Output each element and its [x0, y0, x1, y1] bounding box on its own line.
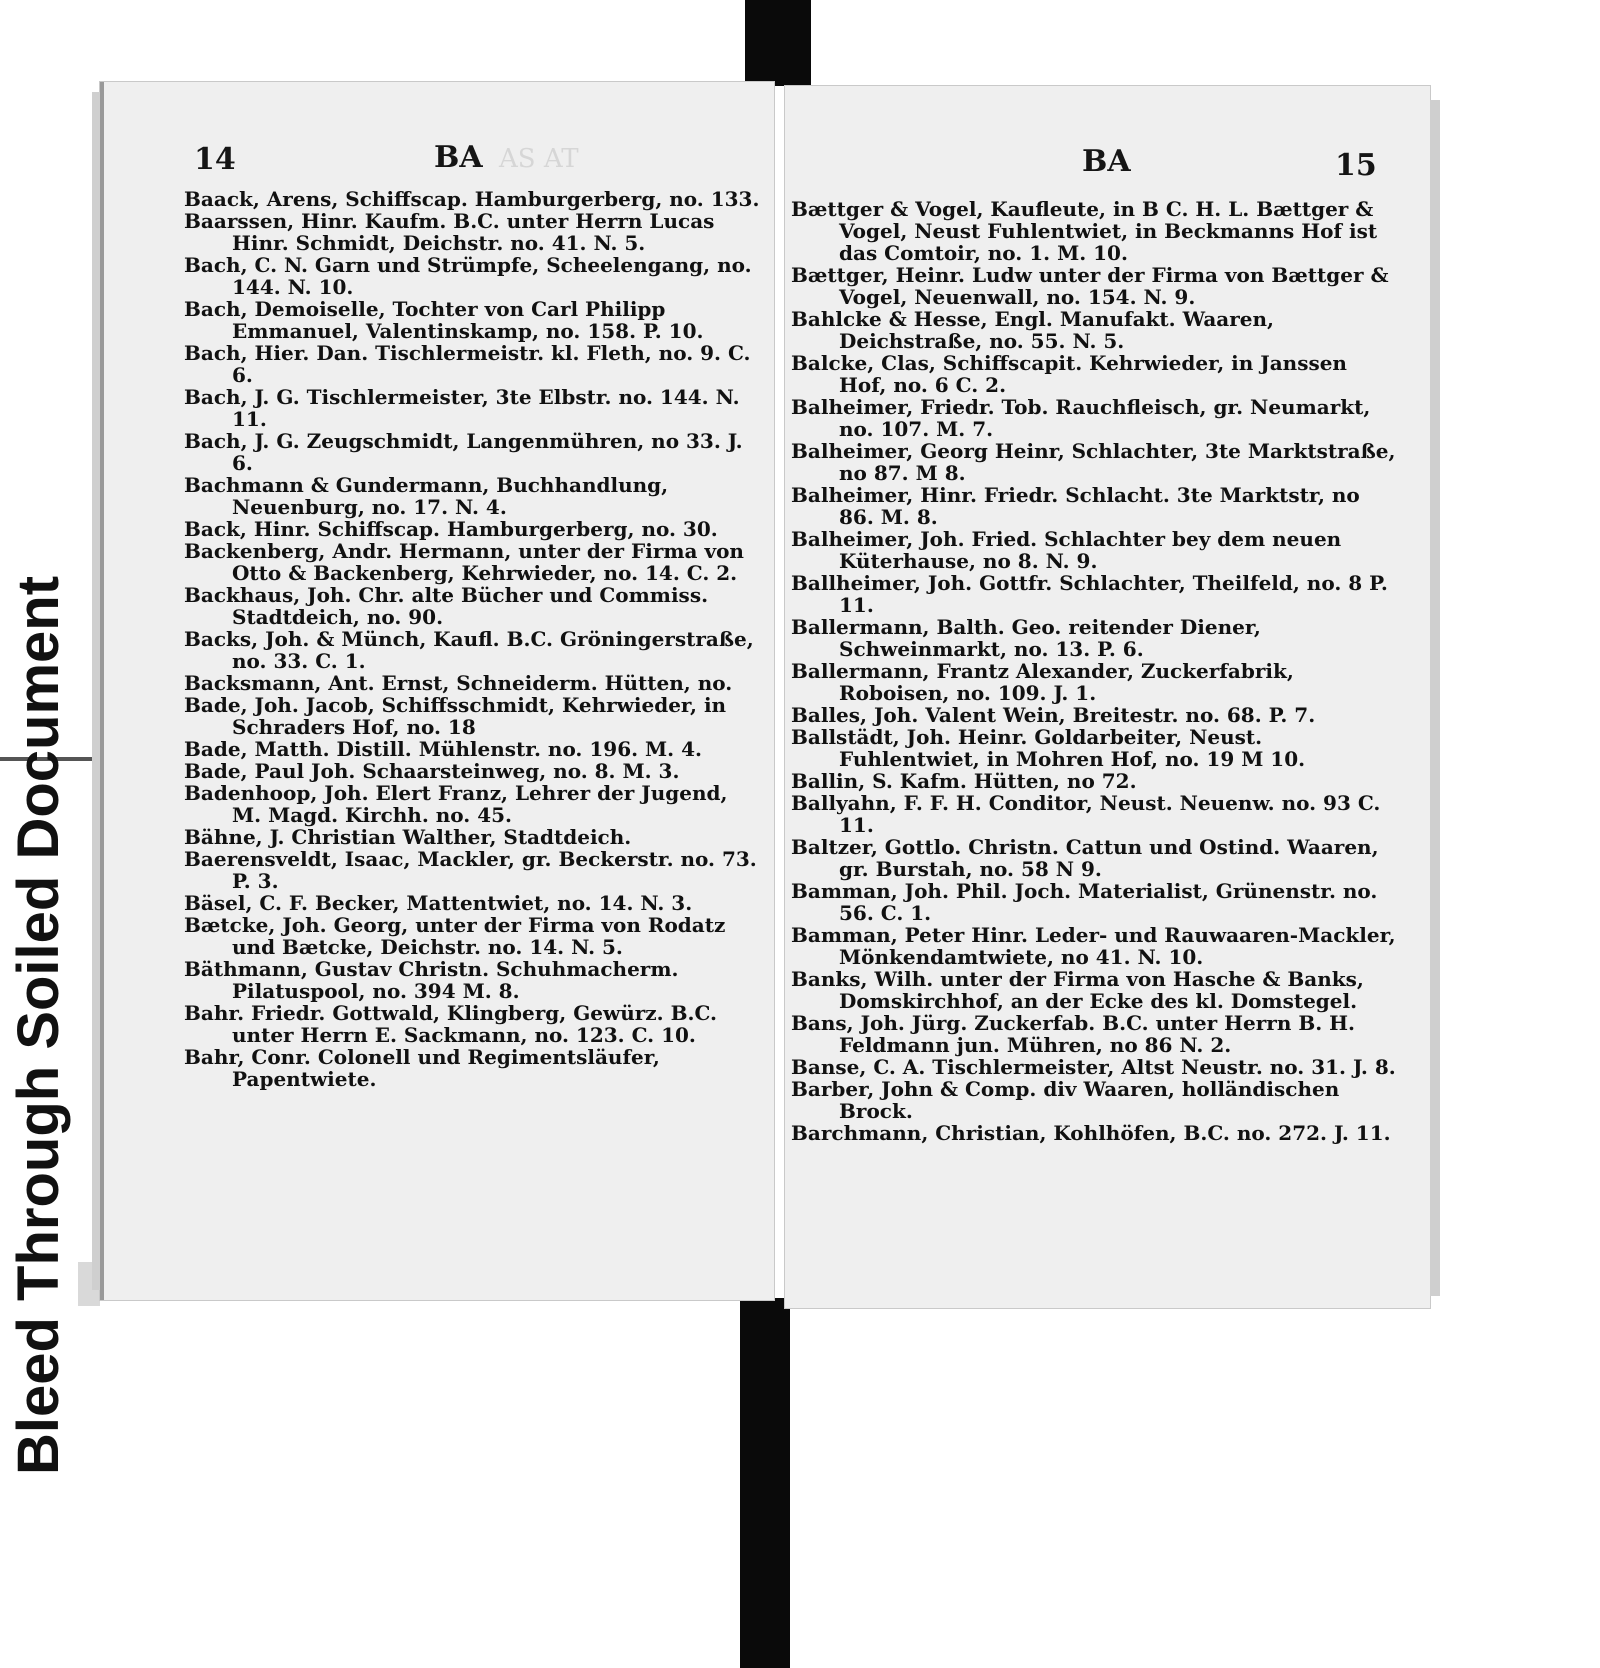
list-item: Bamman, Joh. Phil. Joch. Materialist, Grünenstr. no. 56. C. 1.	[791, 879, 1378, 925]
list-item: Banks, Wilh. unter der Firma von Hasche & Banks, Domskirchhof, an der Ecke des kl. Domstegel.	[791, 967, 1364, 1013]
list-item: Backenberg, Andr. Hermann, unter der Firma von Otto & Backenberg, Kehrwieder, no. 14. C. 2.	[184, 539, 744, 585]
list-item: Bans, Joh. Jürg. Zuckerfab. B.C. unter Herrn B. H. Feldmann jun. Mühren, no 86 N. 2.	[791, 1011, 1356, 1057]
list-item: Baack, Arens, Schiffscap. Hamburgerberg, no. 133.	[184, 187, 760, 211]
list-item: Backhaus, Joh. Chr. alte Bücher und Commiss. Stadtdeich, no. 90.	[184, 583, 709, 629]
list-item: Bahr, Conr. Colonell und Regimentsläufer, Papentwiete.	[184, 1045, 660, 1091]
list-item: Ballstädt, Joh. Heinr. Goldarbeiter, Neust. Fuhlentwiet, in Mohren Hof, no. 19 M 10.	[791, 725, 1306, 771]
list-item: Bäsel, C. F. Becker, Mattentwiet, no. 14. N. 3.	[184, 891, 693, 915]
list-item: Back, Hinr. Schiffscap. Hamburgerberg, no. 30.	[184, 517, 718, 541]
right-page-number: 15	[1335, 148, 1377, 183]
list-item: Bach, Demoiselle, Tochter von Carl Philipp Emmanuel, Valentinskamp, no. 158. P. 10.	[184, 297, 704, 343]
list-item: Bahlcke & Hesse, Engl. Manufakt. Waaren, Deichstraße, no. 55. N. 5.	[791, 307, 1274, 353]
gutter-bottom	[740, 1298, 790, 1668]
left-entry-list	[184, 187, 762, 1091]
list-item: Balcke, Clas, Schiffscapit. Kehrwieder, in Janssen Hof, no. 6 C. 2.	[791, 351, 1347, 397]
list-item: Backsmann, Ant. Ernst, Schneiderm. Hütten, no.	[184, 671, 733, 695]
left-page-number: 14	[194, 142, 236, 177]
list-item: Ballermann, Frantz Alexander, Zuckerfabrik, Roboisen, no. 109. J. 1.	[791, 659, 1294, 705]
list-item: Barchmann, Christian, Kohlhöfen, B.C. no. 272. J. 11.	[791, 1121, 1391, 1145]
list-item: Baerensveldt, Isaac, Mackler, gr. Beckerstr. no. 73. P. 3.	[184, 847, 757, 893]
right-page-heading: BA	[1082, 144, 1131, 179]
list-item: Balheimer, Hinr. Friedr. Schlacht. 3te Marktstr, no 86. M. 8.	[791, 483, 1360, 529]
list-item: Bættger, Heinr. Ludw unter der Firma von Bættger & Vogel, Neuenwall, no. 154. N. 9.	[791, 263, 1389, 309]
list-item: Bamman, Peter Hinr. Leder- und Rauwaaren-Mackler, Mönkendamtwiete, no 41. N. 10.	[791, 923, 1396, 969]
list-item: Bachmann & Gundermann, Buchhandlung, Neuenburg, no. 17. N. 4.	[184, 473, 669, 519]
left-page-edge	[92, 92, 100, 1290]
left-page	[100, 82, 774, 1300]
gutter-top	[745, 0, 811, 86]
list-item: Balles, Joh. Valent Wein, Breitestr. no. 68. P. 7.	[791, 703, 1316, 727]
list-item: Bäthmann, Gustav Christn. Schuhmacherm. Pilatuspool, no. 394 M. 8.	[184, 957, 679, 1003]
right-entry-list	[791, 197, 1399, 1145]
list-item: Balheimer, Georg Heinr, Schlachter, 3te Marktstraße, no 87. M 8.	[791, 439, 1396, 485]
list-item: Baltzer, Gottlo. Christn. Cattun und Ostind. Waaren, gr. Burstah, no. 58 N 9.	[791, 835, 1379, 881]
list-item: Banse, C. A. Tischlermeister, Altst Neustr. no. 31. J. 8.	[791, 1055, 1396, 1079]
list-item: Ballermann, Balth. Geo. reitender Diener, Schweinmarkt, no. 13. P. 6.	[791, 615, 1261, 661]
left-page-heading: BA	[434, 140, 483, 175]
list-item: Bach, J. G. Tischlermeister, 3te Elbstr. no. 144. N. 11.	[184, 385, 740, 431]
list-item: Balheimer, Friedr. Tob. Rauchfleisch, gr. Neumarkt, no. 107. M. 7.	[791, 395, 1371, 441]
list-item: Bach, J. G. Zeugschmidt, Langenmühren, no 33. J. 6.	[184, 429, 743, 475]
list-item: Balheimer, Joh. Fried. Schlachter bey dem neuen Küterhause, no 8. N. 9.	[791, 527, 1342, 573]
list-item: Bade, Joh. Jacob, Schiffsschmidt, Kehrwieder, in Schraders Hof, no. 18	[184, 693, 727, 739]
list-item: Bade, Paul Joh. Schaarsteinweg, no. 8. M. 3.	[184, 759, 680, 783]
bleed-through-heading: AS AT	[499, 144, 579, 174]
list-item: Bættger & Vogel, Kaufleute, in B C. H. L. Bættger & Vogel, Neust Fuhlentwiet, in Beckmanns Hof ist das Comtoir, no. 1. M. 10.	[791, 197, 1378, 265]
list-item: Bähne, J. Christian Walther, Stadtdeich.	[184, 825, 632, 849]
list-item: Bach, Hier. Dan. Tischlermeistr. kl. Fleth, no. 9. C. 6.	[184, 341, 751, 387]
list-item: Backs, Joh. & Münch, Kaufl. B.C. Gröningerstraße, no. 33. C. 1.	[184, 627, 754, 673]
list-item: Bade, Matth. Distill. Mühlenstr. no. 196. M. 4.	[184, 737, 702, 761]
list-item: Baarssen, Hinr. Kaufm. B.C. unter Herrn Lucas Hinr. Schmidt, Deichstr. no. 41. N. 5.	[184, 209, 715, 255]
list-item: Barber, John & Comp. div Waaren, holländischen Brock.	[791, 1077, 1340, 1123]
right-page-edge	[1430, 100, 1440, 1296]
list-item: Bahr. Friedr. Gottwald, Klingberg, Gewürz. B.C. unter Herrn E. Sackmann, no. 123. C. 10.	[184, 1001, 717, 1047]
list-item: Ballin, S. Kafm. Hütten, no 72.	[791, 769, 1137, 793]
list-item: Badenhoop, Joh. Elert Franz, Lehrer der Jugend, M. Magd. Kirchh. no. 45.	[184, 781, 728, 827]
list-item: Ballyahn, F. F. H. Conditor, Neust. Neuenw. no. 93 C. 11.	[791, 791, 1381, 837]
list-item: Ballheimer, Joh. Gottfr. Schlachter, Theilfeld, no. 8 P. 11.	[791, 571, 1388, 617]
list-item: Bach, C. N. Garn und Strümpfe, Scheelengang, no. 144. N. 10.	[184, 253, 752, 299]
list-item: Bætcke, Joh. Georg, unter der Firma von Rodatz und Bætcke, Deichstr. no. 14. N. 5.	[184, 913, 726, 959]
side-label: Bleed Through Soiled Document	[6, 575, 71, 1475]
right-page	[785, 86, 1430, 1308]
